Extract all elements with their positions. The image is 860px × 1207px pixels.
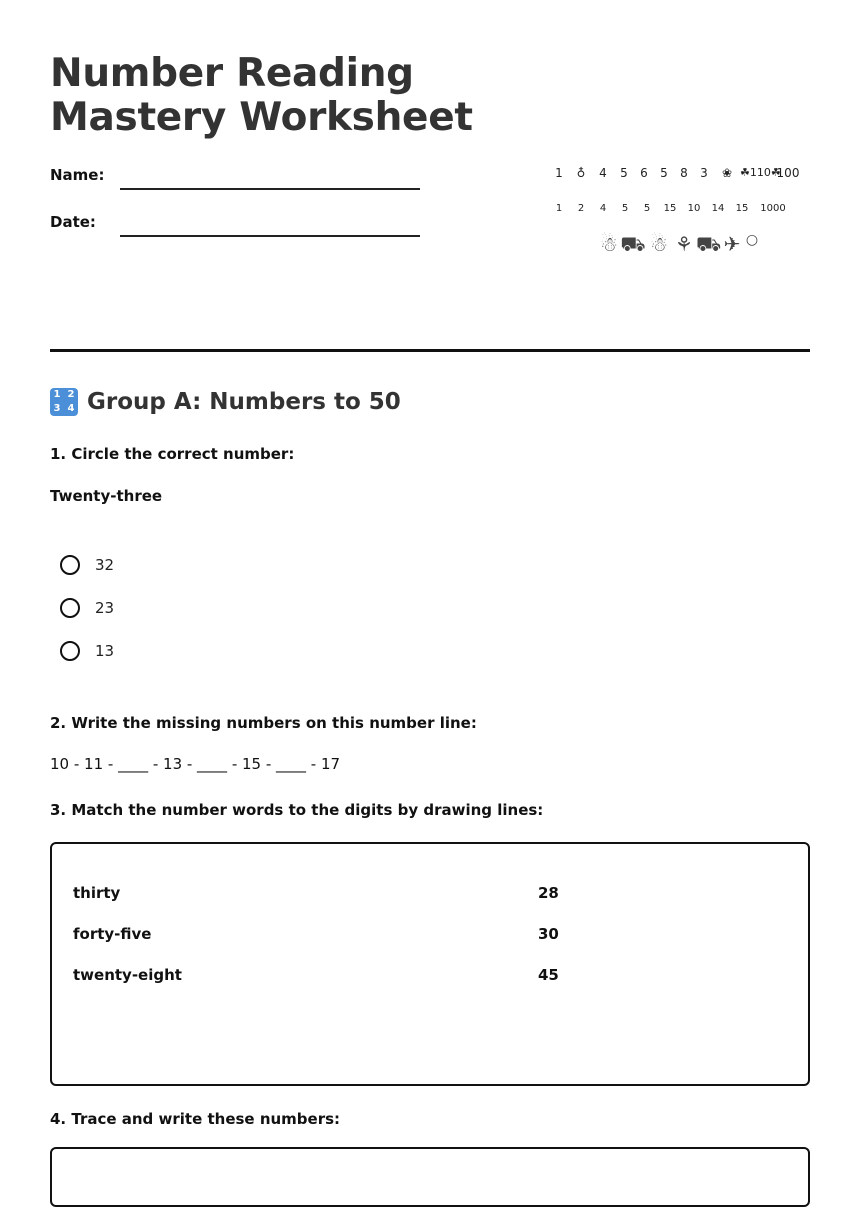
name-blank-line[interactable] xyxy=(120,168,420,190)
deco-item: 6 xyxy=(640,166,648,180)
teddy-bear-icon: ☃ xyxy=(650,232,668,256)
numbers-icon xyxy=(50,388,78,416)
teddy-bear-icon: ☃ xyxy=(600,232,618,256)
match-digit-28[interactable]: 28 xyxy=(538,884,559,902)
apple-icon: ♁ xyxy=(576,166,586,180)
option-label: 13 xyxy=(95,642,115,660)
radio-circle[interactable] xyxy=(60,555,80,575)
matching-box[interactable] xyxy=(50,842,810,1086)
section-a-title xyxy=(50,388,401,416)
deco-item: 5 xyxy=(621,203,629,214)
answer-option-32[interactable] xyxy=(60,555,114,575)
name-label: Name: xyxy=(50,166,105,184)
match-word-forty-five[interactable]: forty-five xyxy=(73,925,152,943)
question-3-prompt: 3. Match the number words to the digits by drawing lines: xyxy=(50,801,544,819)
deco-item: 2 xyxy=(577,203,585,214)
radio-circle[interactable] xyxy=(60,598,80,618)
question-1-word: Twenty-three xyxy=(50,487,163,505)
question-4-prompt: 4. Trace and write these numbers: xyxy=(50,1110,341,1128)
car-icon: ⛟ xyxy=(696,232,722,256)
title-line-1: Number Reading xyxy=(50,51,414,96)
question-2-prompt: 2. Write the missing numbers on this number line: xyxy=(50,714,477,732)
icon-digit: 4 xyxy=(67,403,75,414)
header-divider xyxy=(50,349,810,352)
deco-item: 3 xyxy=(700,166,708,180)
deco-item: 5 xyxy=(660,166,668,180)
trace-box[interactable] xyxy=(50,1147,810,1207)
deco-item: 8 xyxy=(680,166,688,180)
robot-icon: ⚘ xyxy=(675,232,693,256)
date-blank-line[interactable] xyxy=(120,215,420,237)
icon-digit: 2 xyxy=(67,389,75,400)
icon-digit: 1 xyxy=(53,389,61,400)
deco-item: 4 xyxy=(599,203,607,214)
car-icon: ⛟ xyxy=(620,232,646,256)
deco-item: 1 xyxy=(555,166,563,180)
match-digit-45[interactable]: 45 xyxy=(538,966,559,984)
deco-row-3 xyxy=(598,232,760,259)
icon-digit: 3 xyxy=(53,403,61,414)
deco-item: 15 xyxy=(735,203,749,214)
answer-option-23[interactable] xyxy=(60,598,114,618)
deco-item: 15 xyxy=(663,203,677,214)
section-a-title-text: Group A: Numbers to 50 xyxy=(87,389,401,415)
option-label: 23 xyxy=(95,599,115,617)
number-line[interactable]: 10 - 11 - ____ - 13 - ____ - 15 - ____ - 17 xyxy=(50,755,341,773)
option-label: 32 xyxy=(95,556,115,574)
deco-row-2 xyxy=(548,203,792,214)
question-1-prompt: 1. Circle the correct number: xyxy=(50,445,295,463)
radio-circle[interactable] xyxy=(60,641,80,661)
decorative-number-art xyxy=(548,160,798,270)
deco-item: 10 xyxy=(687,203,701,214)
flower-icon: ❀ xyxy=(721,166,733,180)
deco-item: 5 xyxy=(620,166,628,180)
deco-item: 100 xyxy=(776,166,800,180)
worksheet-title xyxy=(50,52,473,140)
match-digit-30[interactable]: 30 xyxy=(538,925,559,943)
clover-icon: ☘110☘ xyxy=(740,166,781,179)
answer-option-13[interactable] xyxy=(60,641,114,661)
deco-item: 4 xyxy=(599,166,607,180)
date-field-row xyxy=(50,213,420,231)
match-word-twenty-eight[interactable]: twenty-eight xyxy=(73,966,182,984)
name-field-row xyxy=(50,166,420,184)
deco-item: 1000 xyxy=(760,203,786,214)
ball-icon: ○ xyxy=(745,232,759,248)
match-word-thirty[interactable]: thirty xyxy=(73,884,121,902)
deco-row-1 xyxy=(548,166,802,180)
title-line-2: Mastery Worksheet xyxy=(50,95,473,140)
airplane-icon: ✈ xyxy=(723,232,741,256)
deco-item: 5 xyxy=(643,203,651,214)
date-label: Date: xyxy=(50,213,96,231)
deco-item: 14 xyxy=(711,203,725,214)
deco-item: 1 xyxy=(555,203,563,214)
